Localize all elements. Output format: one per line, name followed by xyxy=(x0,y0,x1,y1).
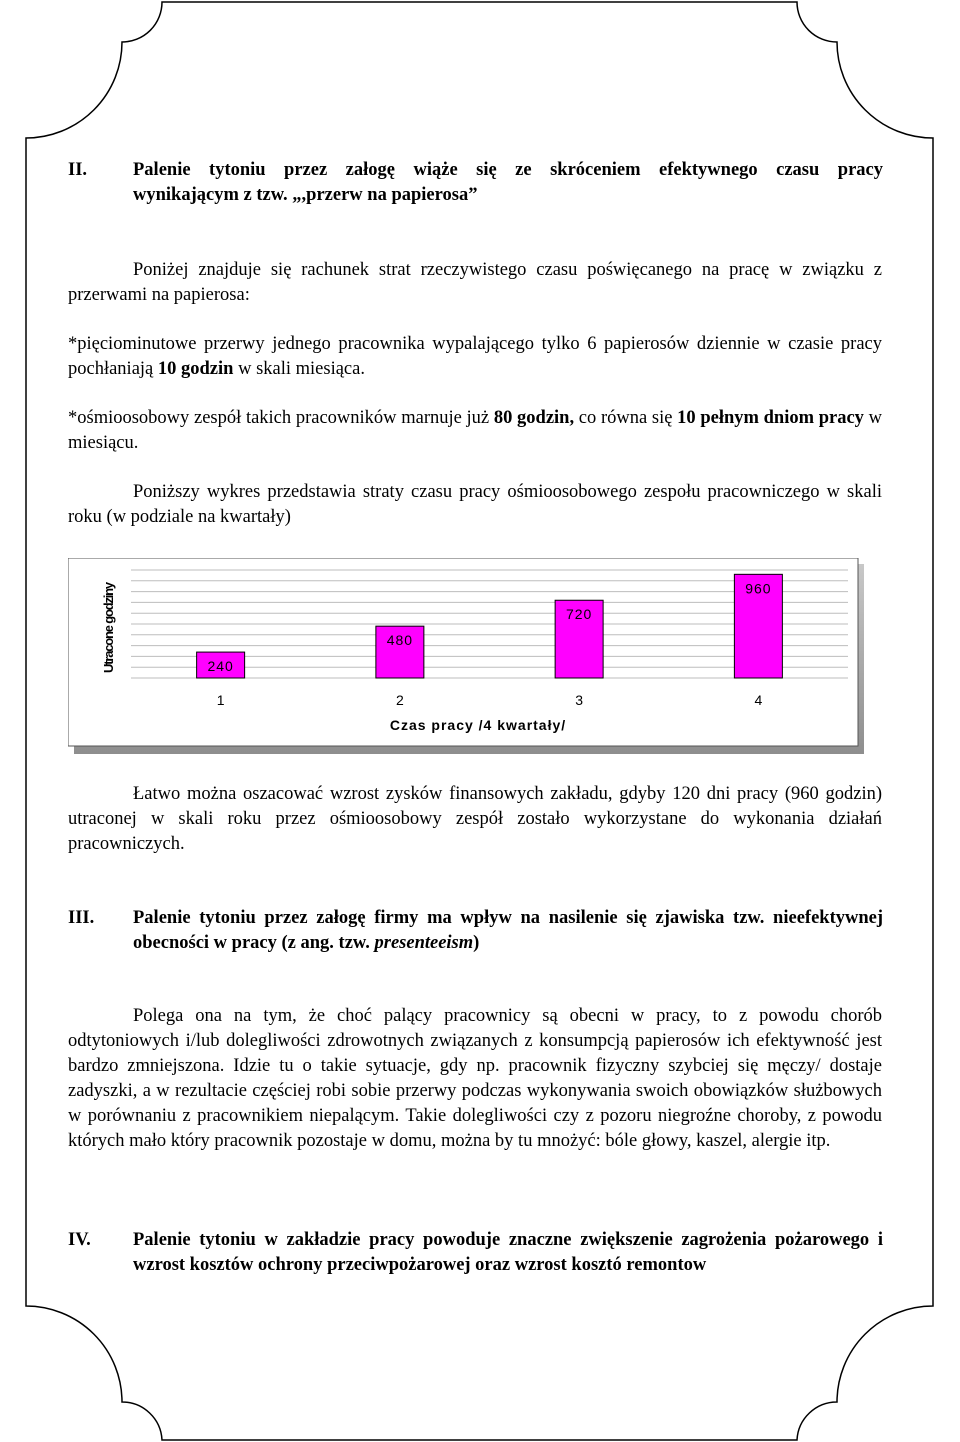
x-tick-label: 4 xyxy=(754,692,763,708)
section-title xyxy=(133,906,883,956)
paragraph xyxy=(68,406,882,456)
paragraph-bold: 80 godzin, xyxy=(493,408,575,428)
paragraph-text: *pięciominutowe przerwy jednego pracownika wypalającego tylko 6 papierosów dziennie w czasie pracy pochłaniają xyxy=(68,334,882,379)
section-title-italic: presenteeism xyxy=(374,933,474,953)
data-label: 720 xyxy=(565,606,593,623)
section-number: III. xyxy=(68,908,95,928)
paragraph xyxy=(68,332,882,382)
paragraph: Poniższy wykres przedstawia straty czasu pracy ośmioosobowego zespołu pracowniczego w skali roku (w podziale na kwartały) xyxy=(68,482,882,527)
data-label: 240 xyxy=(207,658,234,675)
paragraph: Poniżej znajduje się rachunek strat rzeczywistego czasu poświęcanego na pracę w związku z przerwami na papierosa: xyxy=(68,260,882,305)
section-title-line: Palenie tytoniu przez załogę wiąże się ze skróceniem efektywnego czasu pracy xyxy=(133,160,883,180)
section-title: Palenie tytoniu w zakładzie pracy powoduje znaczne zwiększenie zagrożenia pożarowego i wzrost kosztów ochrony przeciwpożarowej oraz wzrost kosztó remontow xyxy=(133,1230,883,1275)
paragraph-text: w skali miesiąca. xyxy=(233,359,365,379)
section-title-text: ) xyxy=(473,933,480,953)
x-tick-label: 1 xyxy=(216,692,225,708)
data-label: 480 xyxy=(386,632,414,649)
paragraph: Łatwo można oszacować wzrost zysków finansowych zakładu, gdyby 120 dni pracy (960 godzin) utraconej w skali roku przez ośmioosobowy zespół zostało wykorzystane do wykonania działań pracowniczych. xyxy=(68,784,882,854)
x-axis-label: Czas pracy /4 kwartały/ xyxy=(389,717,567,733)
section-number: II. xyxy=(68,160,88,180)
section-number: IV. xyxy=(68,1230,91,1250)
section-title-line: wynikającym z tzw. „,przerw na papierosa” xyxy=(133,185,478,205)
paragraph-text: co równa się xyxy=(574,408,678,428)
x-tick-label: 2 xyxy=(395,692,404,708)
bar-chart xyxy=(68,558,866,756)
paragraph: Polega ona na tym, że choć palący pracownicy są obecni w pracy, to z powodu chorób odtytoniowych i/lub dolegliwości zdrowotnych związanych z konsumpcją papierosów ich efektywność jest bardzo zmniejszona. Idzie tu o takie sytuacje, gdy np. pracownik fizyczny szybciej się męczy/ dostaje zadyszki, a w rezultacie częściej robi sobie przerwy podczas wykonywania swoich obowiązków służbowych w porównaniu z pracownikiem niepalącym. Takie dolegliwości czy z pozoru niegroźne choroby, z powodu których mało który pracownik pozostaje w domu, można by tu mnożyć: bóle głowy, kaszel, alergie itp. xyxy=(68,1006,882,1151)
x-tick-label: 3 xyxy=(575,692,584,708)
y-axis-label: Utracone godziny xyxy=(101,583,116,673)
paragraph-bold: 10 godzin xyxy=(157,359,234,379)
paragraph-text: *ośmioosobowy zespół takich pracowników marnuje już xyxy=(68,408,494,428)
data-label: 960 xyxy=(745,580,772,597)
paragraph-bold: 10 pełnym dniom pracy xyxy=(677,408,864,428)
paragraph-text: w miesiącu. xyxy=(68,408,882,453)
section-title xyxy=(133,158,883,208)
section-title-text: Palenie tytoniu przez załogę firmy ma wpływ na nasilenie się zjawiska tzw. nieefektywnej obecności w pracy (z ang. tzw. xyxy=(133,908,883,953)
